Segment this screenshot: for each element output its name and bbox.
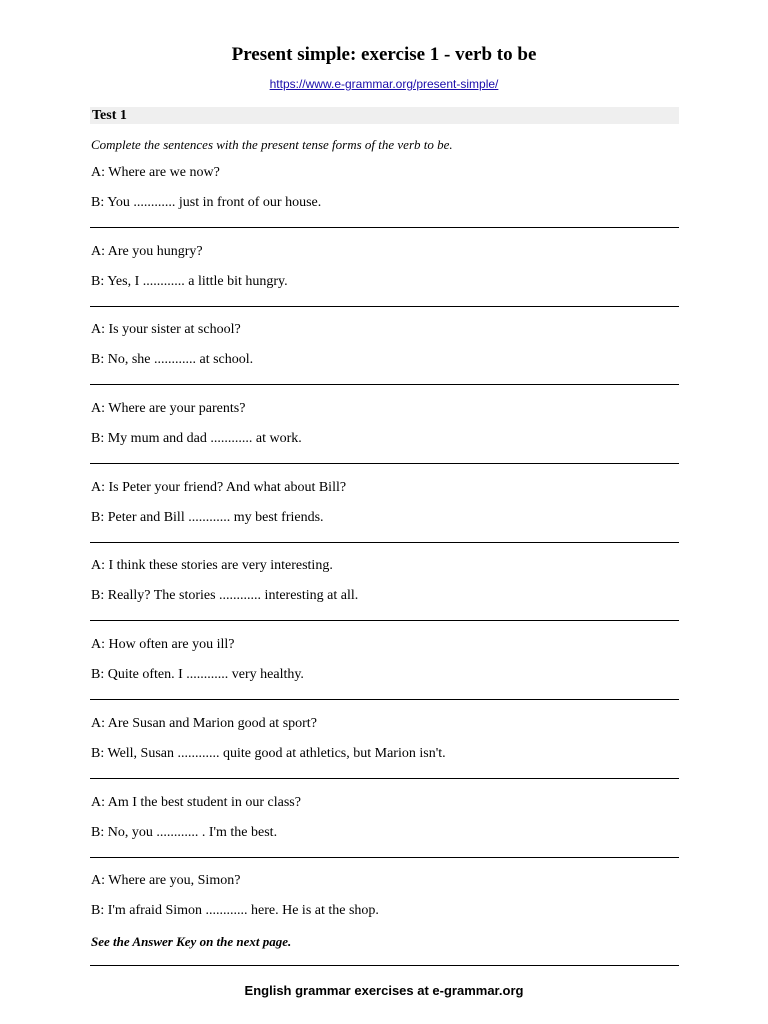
question-line: A: Where are you, Simon? xyxy=(91,873,241,888)
item-divider xyxy=(90,227,679,228)
question-line: A: Is Peter your friend? And what about Bill? xyxy=(91,480,347,495)
source-link[interactable]: https://www.e-grammar.org/present-simple/ xyxy=(269,77,499,91)
item-divider xyxy=(90,542,679,543)
question-line: A: I think these stories are very interesting. xyxy=(91,558,333,573)
answer-line: B: Really? The stories ............ interesting at all. xyxy=(91,588,359,603)
answer-line: B: You ............ just in front of our house. xyxy=(91,195,322,210)
answer-line: B: No, she ............ at school. xyxy=(91,352,254,367)
answer-line: B: Quite often. I ............ very healthy. xyxy=(91,667,304,682)
instructions: Complete the sentences with the present tense forms of the verb to be. xyxy=(91,137,453,152)
test-header-bar xyxy=(90,107,679,124)
item-divider xyxy=(90,306,679,307)
question-line: A: Is your sister at school? xyxy=(91,322,241,337)
question-line: A: Am I the best student in our class? xyxy=(91,795,301,810)
item-divider xyxy=(90,463,679,464)
answer-line: B: My mum and dad ............ at work. xyxy=(91,431,302,446)
item-divider xyxy=(90,778,679,779)
test-label: Test 1 xyxy=(92,108,127,123)
question-line: A: Where are your parents? xyxy=(91,401,246,416)
question-line: A: Are you hungry? xyxy=(91,244,203,259)
answer-line: B: I'm afraid Simon ............ here. He is at the shop. xyxy=(91,903,379,918)
source-url-line xyxy=(0,76,768,92)
question-line: A: How often are you ill? xyxy=(91,637,235,652)
answer-line: B: No, you ............ . I'm the best. xyxy=(91,825,278,840)
item-divider xyxy=(90,384,679,385)
item-divider xyxy=(90,857,679,858)
answer-line: B: Well, Susan ............ quite good at athletics, but Marion isn't. xyxy=(91,746,446,761)
page-title: Present simple: exercise 1 - verb to be xyxy=(231,44,537,65)
footer-divider xyxy=(90,965,679,966)
item-divider xyxy=(90,620,679,621)
item-divider xyxy=(90,699,679,700)
answer-line: B: Peter and Bill ............ my best friends. xyxy=(91,510,324,525)
answer-key-note: See the Answer Key on the next page. xyxy=(91,934,292,949)
answer-line: B: Yes, I ............ a little bit hungry. xyxy=(91,274,288,289)
question-line: A: Where are we now? xyxy=(91,165,220,180)
footer-text: English grammar exercises at e-grammar.org xyxy=(244,983,524,998)
question-line: A: Are Susan and Marion good at sport? xyxy=(91,716,317,731)
